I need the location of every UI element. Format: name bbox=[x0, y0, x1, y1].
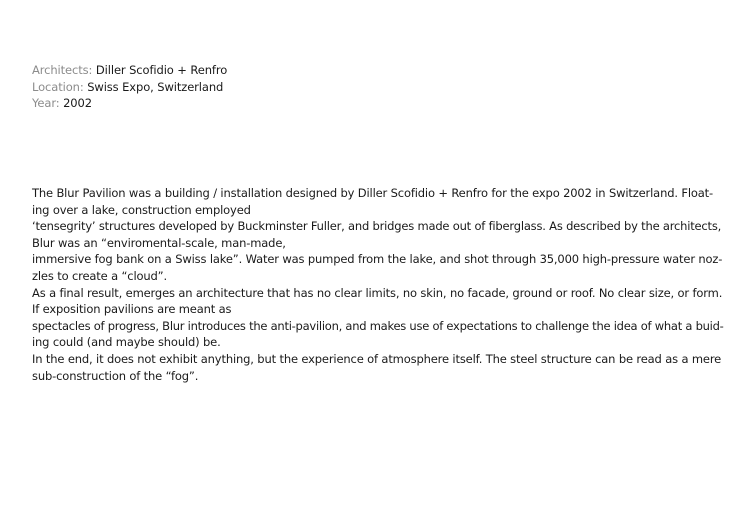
description-line: ing could (and maybe should) be. bbox=[32, 335, 221, 350]
description-line: immersive fog bank on a Swiss lake”. Water was pumped from the lake, and shot through 35,000 high-pressure water noz- bbox=[32, 252, 723, 267]
architects-row bbox=[32, 62, 227, 79]
description-line: zles to create a “cloud”. bbox=[32, 268, 167, 283]
description-line: spectacles of progress, Blur introduces the anti-pavilion, and makes use of expectations to challenge the idea of what a buid- bbox=[32, 318, 724, 333]
year-row bbox=[32, 95, 227, 112]
description-line: The Blur Pavilion was a building / installation designed by Diller Scofidio + Renfro for the expo 2002 in Switzerland. Float- bbox=[32, 186, 714, 200]
project-meta bbox=[32, 62, 227, 112]
year-value: 2002 bbox=[63, 96, 92, 110]
year-label: Year: bbox=[32, 96, 60, 110]
description-line: If exposition pavilions are meant as bbox=[32, 302, 232, 317]
location-label: Location: bbox=[32, 79, 84, 94]
description-line: In the end, it does not exhibit anything, but the experience of atmosphere itself. The steel structure can be read as a mere bbox=[32, 351, 722, 366]
description-line: sub-construction of the “fog”. bbox=[32, 368, 199, 383]
location-row bbox=[32, 79, 227, 96]
description-line: ing over a lake, construction employed bbox=[32, 202, 251, 217]
description-line: As a final result, emerges an architecture that has no clear limits, no skin, no facade, ground or roof. No clear size, or form. bbox=[32, 285, 723, 300]
architects-value: Diller Scofidio + Renfro bbox=[95, 63, 228, 77]
description-line: Blur was an “enviromental-scale, man-made, bbox=[32, 235, 286, 250]
location-value: Swiss Expo, Switzerland bbox=[87, 79, 224, 94]
description-line: ‘tensegrity’ structures developed by Buckminster Fuller, and bridges made out of fiberglass. As described by the architects, bbox=[32, 219, 722, 234]
description-paragraph bbox=[32, 185, 722, 384]
architects-label: Architects: bbox=[32, 63, 93, 77]
